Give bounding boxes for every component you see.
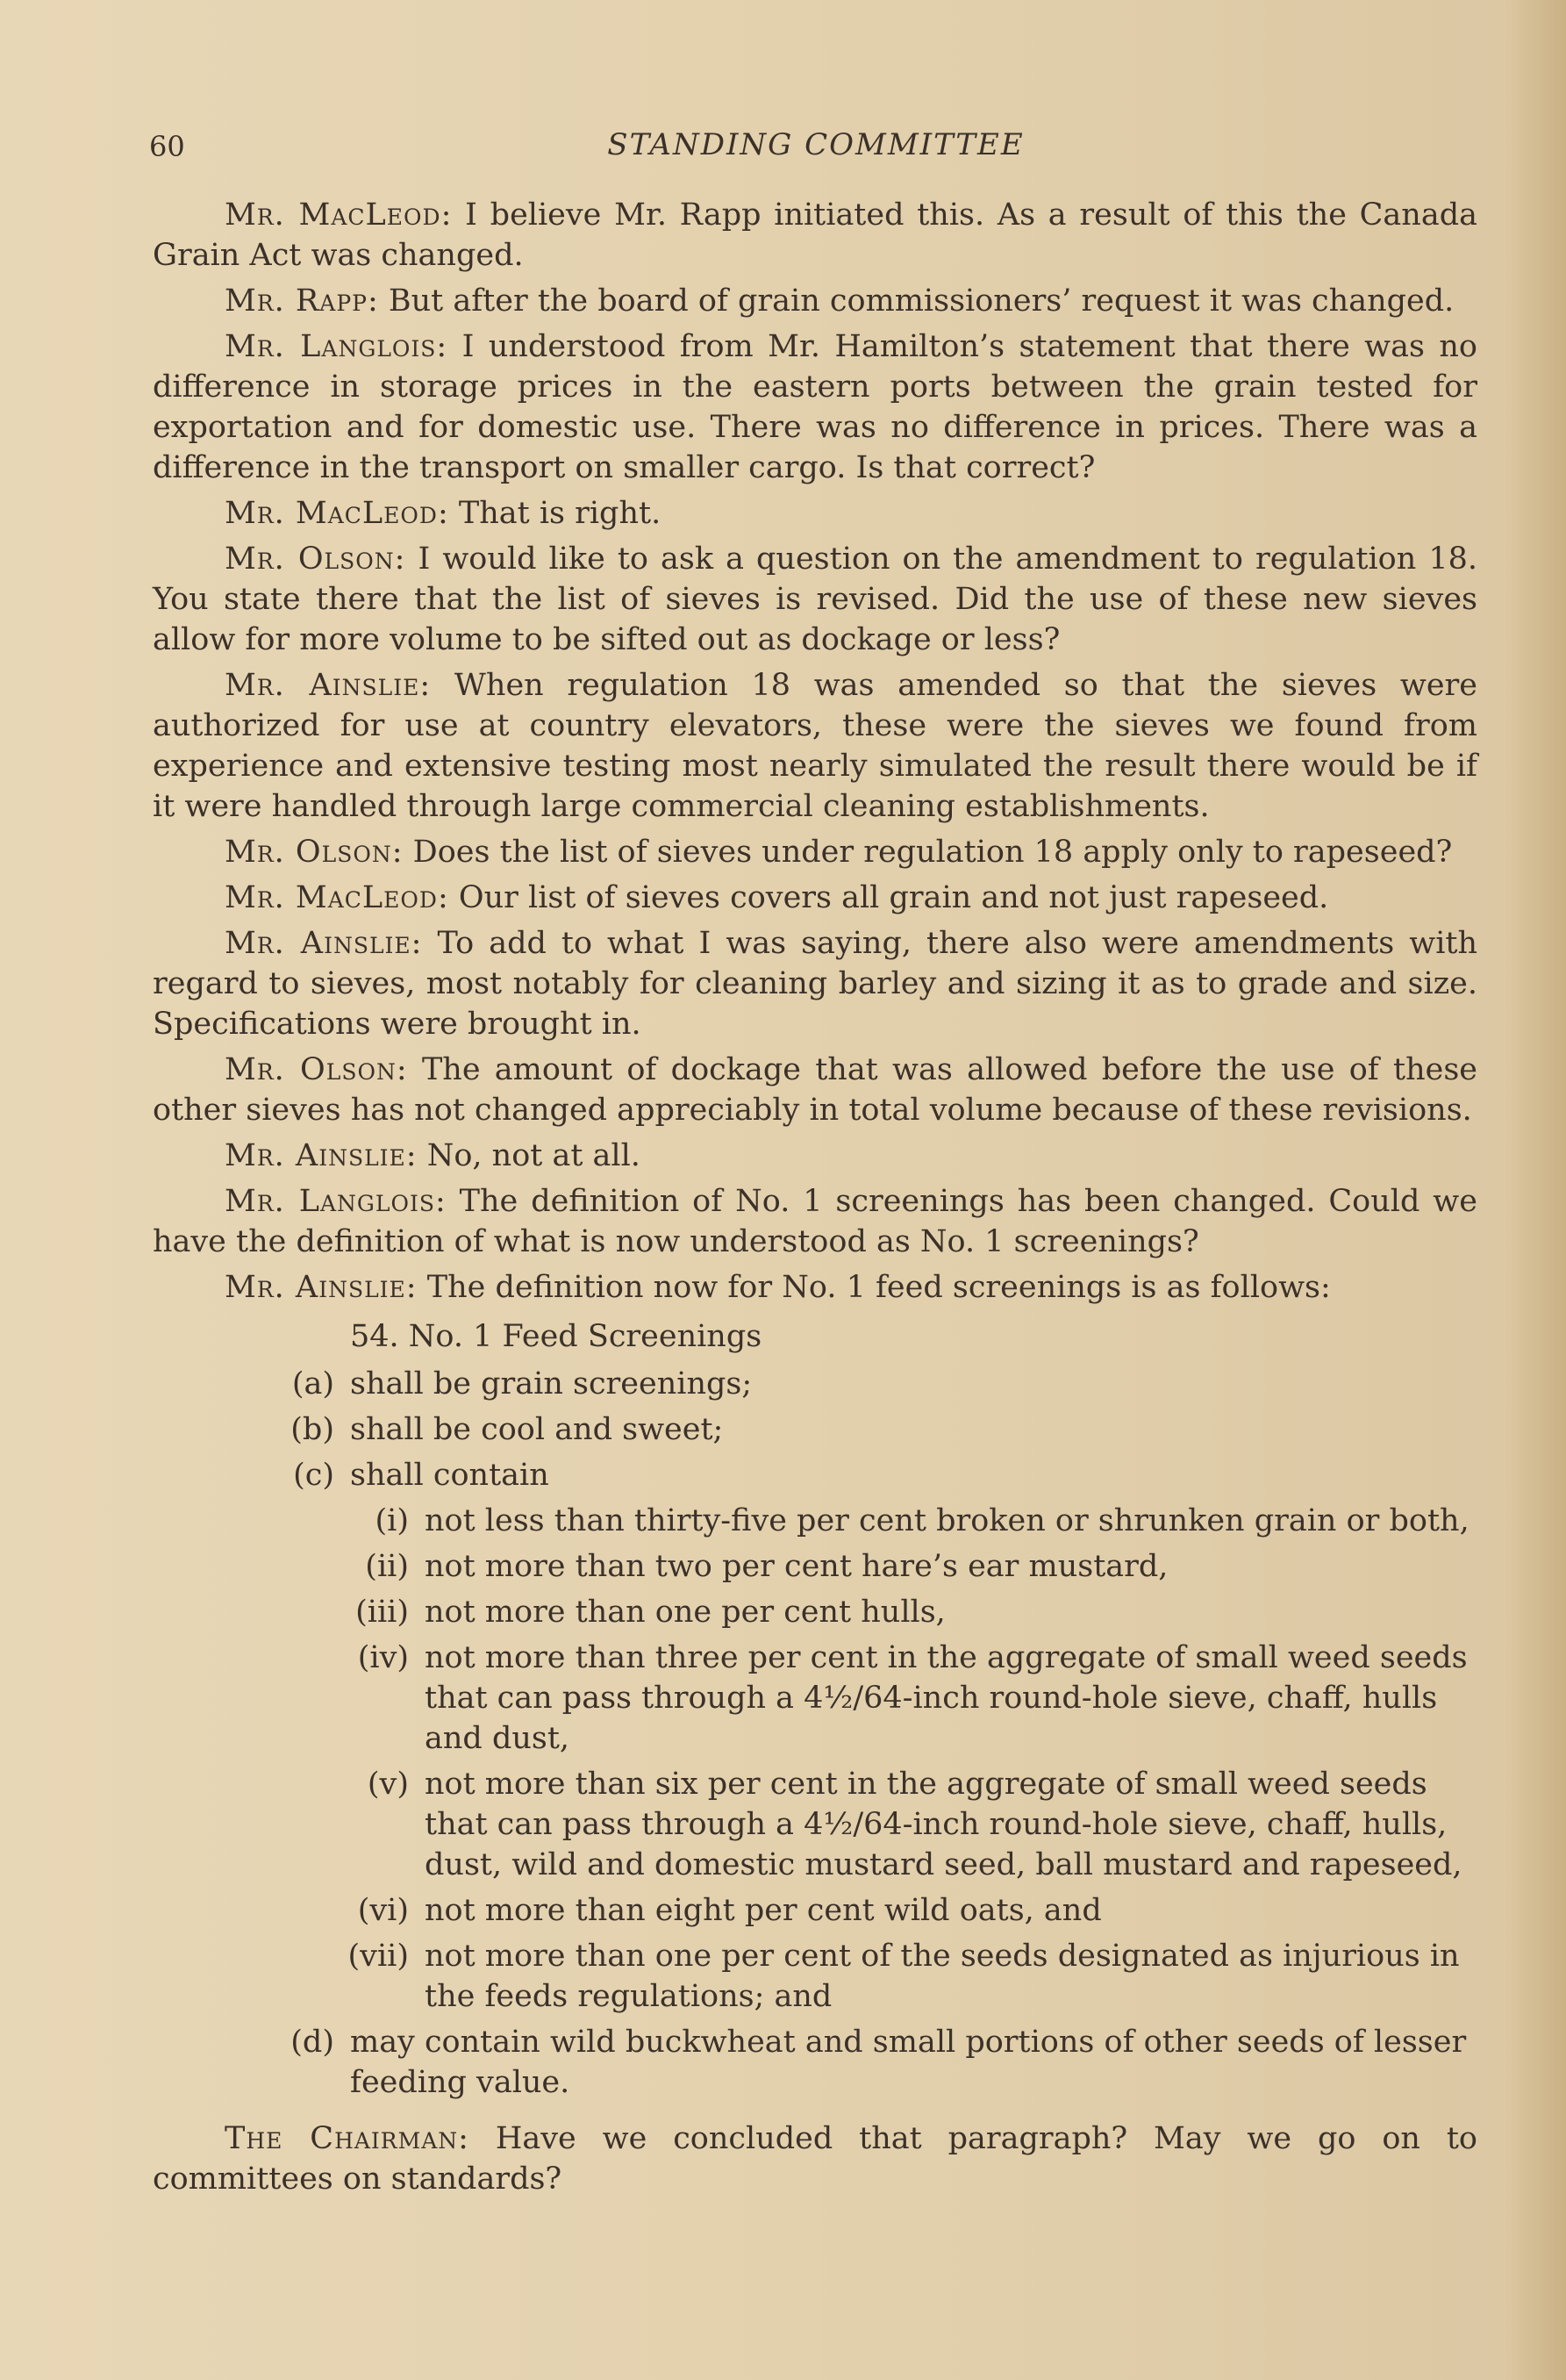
- item-text: may contain wild buckwheat and small portions of other seeds of lesser feeding value.: [350, 2025, 1467, 2100]
- dialogue-paragraph: [153, 539, 1477, 660]
- speaker-name: Mr. Langlois:: [225, 1184, 447, 1219]
- definition-subitem: [153, 1501, 1477, 1541]
- dialogue-paragraph: [153, 326, 1477, 488]
- speaker-name: Mr. Ainslie:: [225, 1138, 418, 1173]
- definition-subitem: [153, 1592, 1477, 1632]
- subitem-text: not more than eight per cent wild oats, and: [425, 1893, 1102, 1928]
- definition-subitem: [153, 1890, 1477, 1931]
- page-number: 60: [149, 130, 185, 163]
- closing-paragraph: [153, 2118, 1477, 2199]
- dialogue-paragraph: [153, 878, 1477, 918]
- subitem-text: not less than thirty-five per cent broken or shrunken grain or both,: [425, 1503, 1469, 1538]
- page-header: [149, 123, 1483, 167]
- speaker-name: Mr. MacLeod:: [225, 197, 453, 233]
- speaker-name: The Chairman:: [225, 2121, 469, 2156]
- subitem-label: (i): [375, 1503, 409, 1538]
- speech-text: When regulation 18 was amended so that the sieves were authorized for use at country elevators, these were the sieves we found from experience and extensive testing most nearly simulated the result there would be if it were handled through large commercial cleaning establishments.: [153, 668, 1477, 824]
- subitem-text: not more than six per cent in the aggregate of small weed seeds that can pass through a 4½/64-inch round-hole sieve, chaff, hulls, dust, wild and domestic mustard seed, ball mustard and rapeseed,: [425, 1767, 1462, 1882]
- subitem-label: (vii): [347, 1939, 409, 1974]
- speech-text: To add to what I was saying, there also were amendments with regard to sieves, most notably for cleaning barley and sizing it as to grade and size. Specifications were brought in.: [153, 926, 1477, 1042]
- speaker-name: Mr. MacLeod:: [225, 496, 449, 531]
- speech-text: That is right.: [458, 496, 661, 531]
- speech-text: But after the board of grain commissioners’ request it was changed.: [388, 283, 1455, 319]
- item-text: shall be grain screenings;: [350, 1366, 753, 1401]
- speech-text: I would like to ask a question on the amendment to regulation 18. You state there that the list of sieves is revised. Did the use of these new sieves allow for more volume to be sifted out as dockage or less?: [153, 541, 1477, 657]
- speaker-name: Mr. Olson:: [225, 835, 404, 870]
- subitem-text: not more than one per cent of the seeds designated as injurious in the feeds regulations; and: [425, 1939, 1460, 2014]
- dialogue-paragraph: [153, 1136, 1477, 1176]
- dialogue-paragraph: [153, 1181, 1477, 1262]
- definition-item: [153, 1409, 1477, 1450]
- dialogue-paragraph: [153, 1267, 1477, 1308]
- speech-text: The definition now for No. 1 feed screenings is as follows:: [426, 1270, 1331, 1305]
- definition-subitem: [153, 1936, 1477, 2017]
- subitem-text: not more than three per cent in the aggregate of small weed seeds that can pass through a 4½/64-inch round-hole sieve, chaff, hulls and dust,: [425, 1640, 1468, 1756]
- dialogue-paragraph: [153, 493, 1477, 534]
- speech-text: The amount of dockage that was allowed before the use of these other sieves has not changed appreciably in total volume because of these revisions.: [153, 1052, 1477, 1128]
- definition-item: [153, 2022, 1477, 2103]
- definition-item: [153, 1455, 1477, 1495]
- speaker-name: Mr. Ainslie:: [225, 668, 432, 703]
- item-label: (c): [293, 1458, 334, 1493]
- speaker-name: Mr. Langlois:: [225, 329, 448, 364]
- subitem-label: (v): [367, 1767, 409, 1802]
- running-head: STANDING COMMITTEE: [607, 127, 1025, 162]
- dialogue-paragraph: [153, 923, 1477, 1044]
- subitem-label: (iv): [357, 1640, 409, 1675]
- speech-text: Have we concluded that paragraph? May we go on to committees on standards?: [153, 2121, 1477, 2197]
- speech-text: Our list of sieves covers all grain and not just rapeseed.: [458, 880, 1329, 915]
- subitem-label: (ii): [365, 1549, 409, 1584]
- item-label: (d): [290, 2025, 334, 2060]
- subitem-text: not more than one per cent hulls,: [425, 1595, 946, 1630]
- subitem-label: (vi): [357, 1893, 409, 1928]
- item-label: (a): [291, 1366, 334, 1401]
- dialogue-paragraph: [153, 832, 1477, 872]
- speech-text: The definition of No. 1 screenings has been changed. Could we have the definition of what is now understood as No. 1 screenings?: [153, 1184, 1477, 1259]
- speaker-name: Mr. MacLeod:: [225, 880, 449, 915]
- page-body: [153, 195, 1477, 2204]
- definition-item: [153, 1364, 1477, 1404]
- speech-text: Does the list of sieves under regulation 18 apply only to rapeseed?: [412, 835, 1453, 870]
- definition-subitem: [153, 1638, 1477, 1759]
- speech-text: I understood from Mr. Hamilton’s statement that there was no difference in storage prices in the eastern ports between the grain tested for exportation and for domestic use. There was no difference in prices. There was a difference in the transport on smaller cargo. Is that correct?: [153, 329, 1477, 485]
- dialogue-paragraph: [153, 1050, 1477, 1130]
- definition-heading: 54. No. 1 Feed Screenings: [350, 1319, 762, 1354]
- item-text: shall be cool and sweet;: [350, 1412, 724, 1447]
- definition-subitem: [153, 1764, 1477, 1885]
- speech-text: No, not at all.: [426, 1138, 640, 1173]
- definition-subitem: [153, 1546, 1477, 1587]
- subitem-text: not more than two per cent hare’s ear mustard,: [425, 1549, 1169, 1584]
- item-label: (b): [290, 1412, 334, 1447]
- dialogue-paragraph: [153, 665, 1477, 827]
- speaker-name: Mr. Olson:: [225, 1052, 408, 1087]
- speaker-name: Mr. Olson:: [225, 541, 406, 577]
- dialogue-paragraph: [153, 195, 1477, 276]
- dialogue-paragraph: [153, 281, 1477, 321]
- speaker-name: Mr. Ainslie:: [225, 926, 423, 961]
- item-text: shall contain: [350, 1458, 549, 1493]
- subitem-label: (iii): [355, 1595, 409, 1630]
- speaker-name: Mr. Rapp:: [225, 283, 379, 319]
- speaker-name: Mr. Ainslie:: [225, 1270, 418, 1305]
- speech-text: I believe Mr. Rapp initiated this. As a result of this the Canada Grain Act was changed.: [153, 197, 1477, 273]
